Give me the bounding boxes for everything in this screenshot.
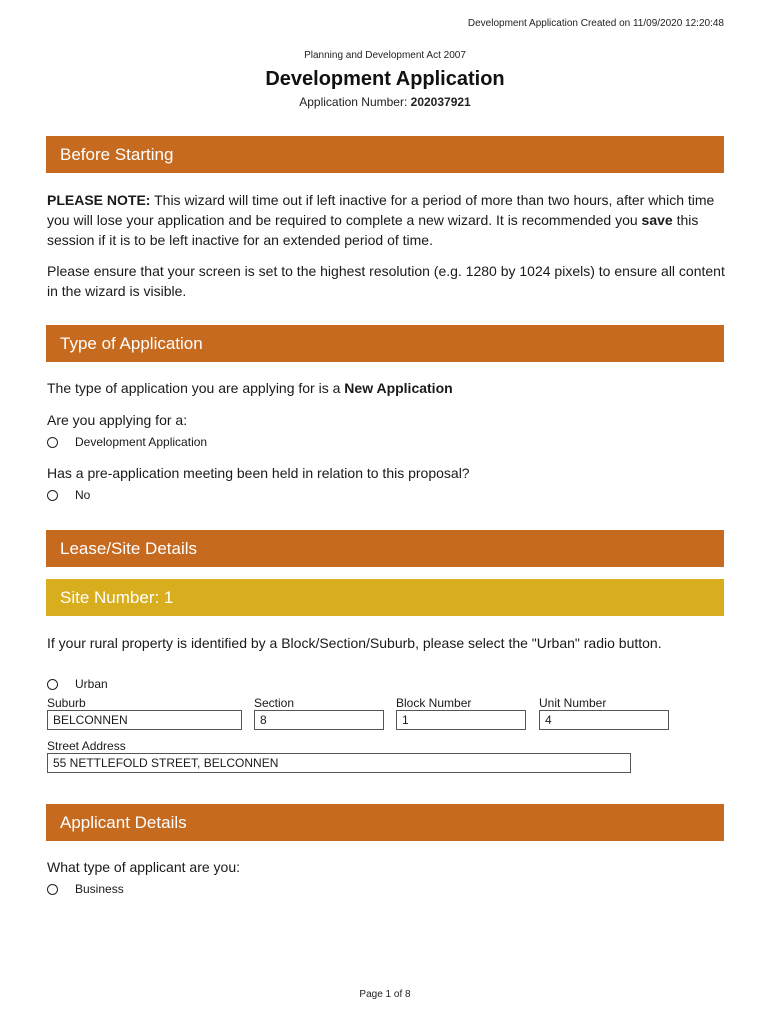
street-address-field[interactable]: 55 NETTLEFOLD STREET, BELCONNEN	[47, 753, 631, 773]
created-timestamp: Development Application Created on 11/09/2020 12:20:48	[467, 18, 724, 29]
section-label: Section	[254, 696, 295, 710]
radio-preapp-no[interactable]	[47, 487, 90, 503]
radio-button[interactable]	[47, 679, 58, 690]
section-type-of-application: Type of Application	[46, 325, 724, 362]
application-number	[0, 95, 770, 109]
radio-button[interactable]	[47, 884, 58, 895]
radio-button[interactable]	[47, 437, 58, 448]
application-type-value: New Application	[344, 380, 453, 396]
page-number: Page 1 of 8	[359, 989, 411, 1000]
radio-development-application[interactable]	[47, 434, 207, 450]
suburb-label: Suburb	[47, 696, 86, 710]
section-field[interactable]: 8	[254, 710, 384, 730]
unit-number-field[interactable]: 4	[539, 710, 669, 730]
section-before-starting: Before Starting	[46, 136, 724, 173]
preapp-question: Has a pre-application meeting been held in relation to this proposal?	[47, 465, 470, 481]
radio-button[interactable]	[47, 490, 58, 501]
applicant-type-question: What type of applicant are you:	[47, 859, 240, 875]
act-name: Planning and Development Act 2007	[304, 50, 466, 61]
application-type-label: The type of application you are applying for is a	[47, 380, 345, 396]
section-site-number: Site Number: 1	[46, 579, 724, 616]
radio-label: Development Application	[75, 435, 208, 449]
unit-number-label: Unit Number	[539, 696, 607, 710]
note-save: save	[641, 212, 673, 228]
note-text-2: this session if it is to be left inactive for an extended period of time.	[47, 212, 699, 248]
application-type-text	[47, 378, 727, 398]
application-number-value: 202037921	[410, 95, 471, 109]
application-number-label: Application Number:	[299, 95, 408, 109]
block-number-label: Block Number	[396, 696, 472, 710]
radio-label: No	[75, 488, 91, 502]
radio-label: Urban	[75, 677, 108, 691]
note-text-1: This wizard will time out if left inactive for a period of more than two hours, after which time you will lose your application and be required to complete a new wizard. It is recommended you	[47, 192, 715, 228]
block-number-field[interactable]: 1	[396, 710, 526, 730]
note-label: PLEASE NOTE:	[47, 192, 151, 208]
radio-business[interactable]	[47, 881, 124, 897]
page-title: Development Application	[265, 68, 505, 90]
radio-urban[interactable]	[47, 676, 108, 692]
radio-label: Business	[75, 882, 124, 896]
street-address-label: Street Address	[47, 739, 126, 753]
section-applicant-details: Applicant Details	[46, 804, 724, 841]
resolution-note: Please ensure that your screen is set to the highest resolution (e.g. 1280 by 1024 pixels) to ensure all content in the wizard is visible.	[47, 263, 725, 299]
section-lease-site-details: Lease/Site Details	[46, 530, 724, 567]
rural-property-note: If your rural property is identified by a Block/Section/Suburb, please select the "Urban" radio button.	[47, 635, 662, 651]
suburb-field[interactable]: BELCONNEN	[47, 710, 242, 730]
applying-question: Are you applying for a:	[47, 412, 188, 428]
timeout-note	[47, 190, 727, 250]
